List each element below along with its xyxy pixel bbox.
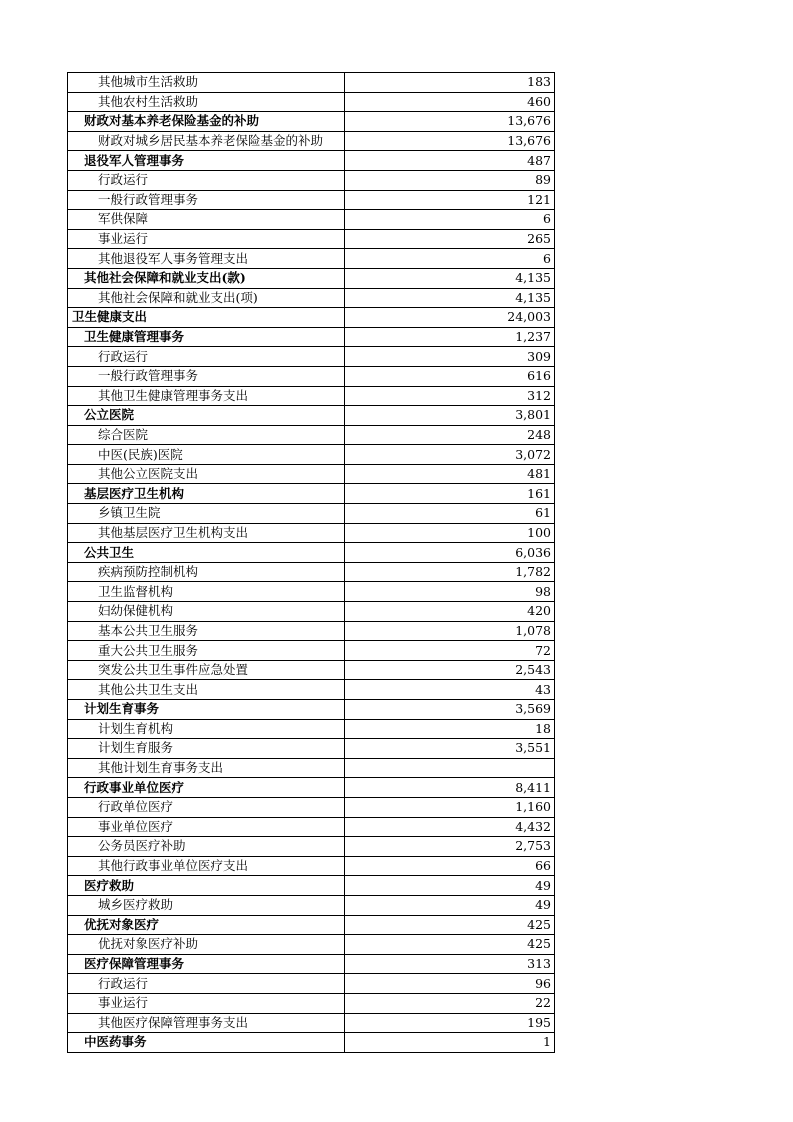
item-name-cell: 财政对基本养老保险基金的补助 — [68, 112, 345, 132]
amount-cell: 24,003 — [345, 308, 555, 328]
item-name-cell: 疾病预防控制机构 — [68, 562, 345, 582]
item-name-cell: 中医(民族)医院 — [68, 445, 345, 465]
amount-cell: 6,036 — [345, 543, 555, 563]
table-row — [68, 680, 555, 700]
amount-cell: 487 — [345, 151, 555, 171]
amount-cell: 2,543 — [345, 660, 555, 680]
item-name-cell: 其他公共卫生支出 — [68, 680, 345, 700]
item-name-cell: 其他计划生育事务支出 — [68, 758, 345, 778]
item-name-cell: 事业运行 — [68, 993, 345, 1013]
table-row — [68, 660, 555, 680]
table-row — [68, 151, 555, 171]
table-row — [68, 876, 555, 896]
table-row — [68, 484, 555, 504]
amount-cell: 100 — [345, 523, 555, 543]
amount-cell: 616 — [345, 366, 555, 386]
budget-table — [67, 72, 555, 1053]
amount-cell: 3,569 — [345, 700, 555, 720]
table-row — [68, 504, 555, 524]
table-row — [68, 288, 555, 308]
item-name-cell: 乡镇卫生院 — [68, 504, 345, 524]
item-name-cell: 中医药事务 — [68, 1033, 345, 1053]
item-name-cell: 其他社会保障和就业支出(项) — [68, 288, 345, 308]
item-name-cell: 行政单位医疗 — [68, 797, 345, 817]
item-name-cell: 事业运行 — [68, 229, 345, 249]
table-row — [68, 406, 555, 426]
table-row — [68, 210, 555, 230]
amount-cell: 8,411 — [345, 778, 555, 798]
table-row — [68, 425, 555, 445]
table-row — [68, 621, 555, 641]
item-name-cell: 事业单位医疗 — [68, 817, 345, 837]
item-name-cell: 其他卫生健康管理事务支出 — [68, 386, 345, 406]
item-name-cell: 行政运行 — [68, 170, 345, 190]
amount-cell: 49 — [345, 895, 555, 915]
item-name-cell: 医疗保障管理事务 — [68, 954, 345, 974]
amount-cell: 3,551 — [345, 739, 555, 759]
item-name-cell: 一般行政管理事务 — [68, 366, 345, 386]
amount-cell: 6 — [345, 210, 555, 230]
table-row — [68, 366, 555, 386]
item-name-cell: 卫生监督机构 — [68, 582, 345, 602]
table-row — [68, 190, 555, 210]
table-row — [68, 602, 555, 622]
amount-cell: 265 — [345, 229, 555, 249]
item-name-cell: 卫生健康管理事务 — [68, 327, 345, 347]
amount-cell: 4,135 — [345, 268, 555, 288]
item-name-cell: 军供保障 — [68, 210, 345, 230]
table-row — [68, 915, 555, 935]
table-row — [68, 523, 555, 543]
amount-cell: 4,432 — [345, 817, 555, 837]
item-name-cell: 计划生育机构 — [68, 719, 345, 739]
table-row — [68, 739, 555, 759]
budget-table-body — [68, 73, 555, 1053]
amount-cell: 49 — [345, 876, 555, 896]
table-row — [68, 249, 555, 269]
item-name-cell: 优抚对象医疗 — [68, 915, 345, 935]
table-row — [68, 327, 555, 347]
amount-cell: 248 — [345, 425, 555, 445]
amount-cell: 1,160 — [345, 797, 555, 817]
table-row — [68, 993, 555, 1013]
item-name-cell: 其他行政事业单位医疗支出 — [68, 856, 345, 876]
item-name-cell: 公共卫生 — [68, 543, 345, 563]
table-row — [68, 700, 555, 720]
amount-cell: 89 — [345, 170, 555, 190]
table-row — [68, 92, 555, 112]
table-row — [68, 170, 555, 190]
item-name-cell: 其他社会保障和就业支出(款) — [68, 268, 345, 288]
table-row — [68, 837, 555, 857]
item-name-cell: 其他公立医院支出 — [68, 464, 345, 484]
amount-cell: 98 — [345, 582, 555, 602]
item-name-cell: 医疗救助 — [68, 876, 345, 896]
amount-cell: 161 — [345, 484, 555, 504]
item-name-cell: 一般行政管理事务 — [68, 190, 345, 210]
table-row — [68, 954, 555, 974]
table-row — [68, 582, 555, 602]
item-name-cell: 计划生育服务 — [68, 739, 345, 759]
item-name-cell: 其他退役军人事务管理支出 — [68, 249, 345, 269]
table-row — [68, 817, 555, 837]
item-name-cell: 行政运行 — [68, 974, 345, 994]
table-row — [68, 778, 555, 798]
table-row — [68, 112, 555, 132]
table-row — [68, 758, 555, 778]
amount-cell: 13,676 — [345, 112, 555, 132]
amount-cell: 1 — [345, 1033, 555, 1053]
amount-cell: 460 — [345, 92, 555, 112]
item-name-cell: 卫生健康支出 — [68, 308, 345, 328]
amount-cell: 425 — [345, 935, 555, 955]
amount-cell: 72 — [345, 641, 555, 661]
item-name-cell: 其他基层医疗卫生机构支出 — [68, 523, 345, 543]
item-name-cell: 基本公共卫生服务 — [68, 621, 345, 641]
amount-cell: 1,782 — [345, 562, 555, 582]
table-row — [68, 1013, 555, 1033]
item-name-cell: 基层医疗卫生机构 — [68, 484, 345, 504]
amount-cell: 4,135 — [345, 288, 555, 308]
table-row — [68, 464, 555, 484]
item-name-cell: 其他农村生活救助 — [68, 92, 345, 112]
amount-cell: 481 — [345, 464, 555, 484]
table-row — [68, 308, 555, 328]
table-row — [68, 974, 555, 994]
amount-cell: 96 — [345, 974, 555, 994]
table-row — [68, 73, 555, 93]
table-row — [68, 445, 555, 465]
amount-cell: 18 — [345, 719, 555, 739]
amount-cell: 1,237 — [345, 327, 555, 347]
item-name-cell: 综合医院 — [68, 425, 345, 445]
table-row — [68, 268, 555, 288]
table-row — [68, 543, 555, 563]
amount-cell: 6 — [345, 249, 555, 269]
item-name-cell: 行政事业单位医疗 — [68, 778, 345, 798]
item-name-cell: 城乡医疗救助 — [68, 895, 345, 915]
amount-cell: 195 — [345, 1013, 555, 1033]
amount-cell: 1,078 — [345, 621, 555, 641]
item-name-cell: 计划生育事务 — [68, 700, 345, 720]
item-name-cell: 行政运行 — [68, 347, 345, 367]
table-row — [68, 347, 555, 367]
table-row — [68, 1033, 555, 1053]
amount-cell: 420 — [345, 602, 555, 622]
item-name-cell: 突发公共卫生事件应急处置 — [68, 660, 345, 680]
amount-cell: 66 — [345, 856, 555, 876]
item-name-cell: 其他城市生活救助 — [68, 73, 345, 93]
item-name-cell: 重大公共卫生服务 — [68, 641, 345, 661]
amount-cell: 13,676 — [345, 131, 555, 151]
amount-cell: 309 — [345, 347, 555, 367]
item-name-cell: 公立医院 — [68, 406, 345, 426]
amount-cell: 3,072 — [345, 445, 555, 465]
table-row — [68, 641, 555, 661]
item-name-cell: 其他医疗保障管理事务支出 — [68, 1013, 345, 1033]
amount-cell: 22 — [345, 993, 555, 1013]
table-row — [68, 562, 555, 582]
table-row — [68, 229, 555, 249]
table-row — [68, 797, 555, 817]
amount-cell: 312 — [345, 386, 555, 406]
amount-cell: 425 — [345, 915, 555, 935]
item-name-cell: 财政对城乡居民基本养老保险基金的补助 — [68, 131, 345, 151]
amount-cell: 121 — [345, 190, 555, 210]
table-row — [68, 935, 555, 955]
item-name-cell: 妇幼保健机构 — [68, 602, 345, 622]
amount-cell: 313 — [345, 954, 555, 974]
amount-cell: 3,801 — [345, 406, 555, 426]
item-name-cell: 退役军人管理事务 — [68, 151, 345, 171]
amount-cell: 61 — [345, 504, 555, 524]
amount-cell: 2,753 — [345, 837, 555, 857]
table-row — [68, 895, 555, 915]
amount-cell — [345, 758, 555, 778]
item-name-cell: 优抚对象医疗补助 — [68, 935, 345, 955]
amount-cell: 43 — [345, 680, 555, 700]
table-row — [68, 386, 555, 406]
table-row — [68, 856, 555, 876]
amount-cell: 183 — [345, 73, 555, 93]
table-row — [68, 719, 555, 739]
table-row — [68, 131, 555, 151]
item-name-cell: 公务员医疗补助 — [68, 837, 345, 857]
